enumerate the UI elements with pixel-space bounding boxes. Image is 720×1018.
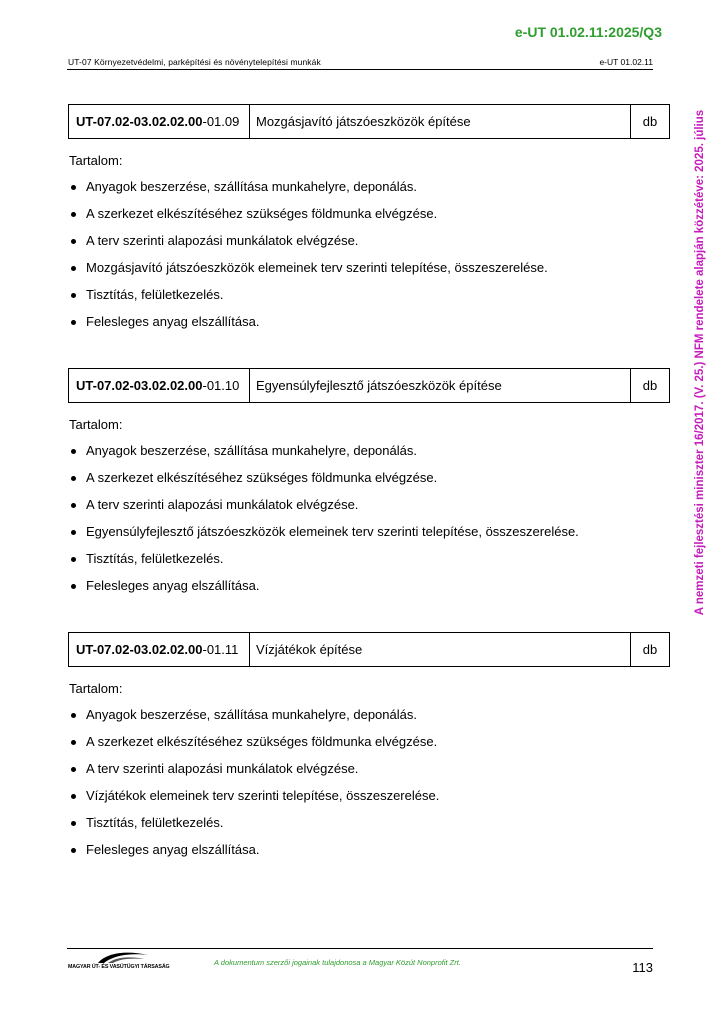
content-list: [68, 707, 670, 858]
list-item: A terv szerinti alapozási munkálatok elvégzése.: [68, 233, 670, 249]
item-header-table: [68, 632, 670, 667]
list-item: Tisztítás, felületkezelés.: [68, 287, 670, 303]
list-item: Anyagok beszerzése, szállítása munkahelyre, deponálás.: [68, 707, 670, 723]
item-code: UT-07.02-03.02.02.00: [76, 114, 203, 129]
header-title: UT-07 Környezetvédelmi, parképítési és növénytelepítési munkák: [68, 57, 321, 67]
list-item: Anyagok beszerzése, szállítása munkahelyre, deponálás.: [68, 179, 670, 195]
work-item: [68, 104, 670, 330]
list-item: Felesleges anyag elszállítása.: [68, 314, 670, 330]
document-id: e-UT 01.02.11:2025/Q3: [514, 24, 662, 40]
content-label: Tartalom:: [69, 681, 123, 696]
item-name-cell: Mozgásjavító játszóeszközök építése: [250, 105, 631, 138]
content-list: [68, 179, 670, 330]
item-unit-cell: db: [642, 642, 658, 657]
item-code-suffix: -01.11: [202, 642, 239, 657]
list-item: A terv szerinti alapozási munkálatok elvégzése.: [68, 497, 670, 513]
item-header-table: [68, 104, 670, 139]
list-item: Tisztítás, felületkezelés.: [68, 551, 670, 567]
header-reference: e-UT 01.02.11: [599, 57, 653, 67]
page-number: 113: [632, 960, 653, 975]
list-item: Felesleges anyag elszállítása.: [68, 578, 670, 594]
item-code-cell: [69, 633, 250, 666]
item-code: UT-07.02-03.02.02.00: [76, 378, 203, 393]
item-header-table: [68, 368, 670, 403]
header-rule: [67, 69, 653, 70]
copyright-notice: A dokumentum szerzői jogainak tulajdonosa a Magyar Közút Nonprofit Zrt.: [214, 958, 461, 967]
company-logo: [68, 951, 170, 973]
list-item: Felesleges anyag elszállítása.: [68, 842, 670, 858]
work-item: [68, 368, 670, 594]
logo-swoosh-icon: [68, 951, 163, 965]
list-item: A szerkezet elkészítéséhez szükséges földmunka elvégzése.: [68, 734, 670, 750]
list-item: Tisztítás, felületkezelés.: [68, 815, 670, 831]
list-item: A terv szerinti alapozási munkálatok elvégzése.: [68, 761, 670, 777]
footer-rule: [67, 948, 653, 949]
list-item: Egyensúlyfejlesztő játszóeszközök elemeinek terv szerinti telepítése, összeszerelése.: [68, 524, 670, 540]
item-unit-cell: db: [642, 378, 658, 393]
list-item: Anyagok beszerzése, szállítása munkahelyre, deponálás.: [68, 443, 670, 459]
content-list: [68, 443, 670, 594]
item-code-cell: [69, 369, 250, 402]
item-name-cell: Vízjátékok építése: [250, 633, 631, 666]
side-note-text: A nemzeti fejlesztési miniszter 16/2017. (V. 25.) NFM rendelete alapján közzétéve: 2025. július: [694, 109, 706, 616]
content-label: Tartalom:: [69, 153, 123, 168]
item-code-suffix: -01.10: [202, 378, 240, 393]
item-code-cell: [69, 105, 250, 138]
logo-text: MAGYAR ÚT- ÉS VASÚTÜGYI TÁRSASÁG: [68, 964, 170, 970]
item-code: UT-07.02-03.02.02.00: [76, 642, 203, 657]
work-item: [68, 632, 670, 858]
content-label: Tartalom:: [69, 417, 123, 432]
list-item: Mozgásjavító játszóeszközök elemeinek terv szerinti telepítése, összeszerelése.: [68, 260, 670, 276]
list-item: A szerkezet elkészítéséhez szükséges földmunka elvégzése.: [68, 470, 670, 486]
list-item: A szerkezet elkészítéséhez szükséges földmunka elvégzése.: [68, 206, 670, 222]
list-item: Vízjátékok elemeinek terv szerinti telepítése, összeszerelése.: [68, 788, 670, 804]
item-code-suffix: -01.09: [202, 114, 240, 129]
item-unit-cell: db: [642, 114, 658, 129]
side-publication-note: [690, 95, 710, 630]
item-name-cell: Egyensúlyfejlesztő játszóeszközök építése: [250, 369, 631, 402]
